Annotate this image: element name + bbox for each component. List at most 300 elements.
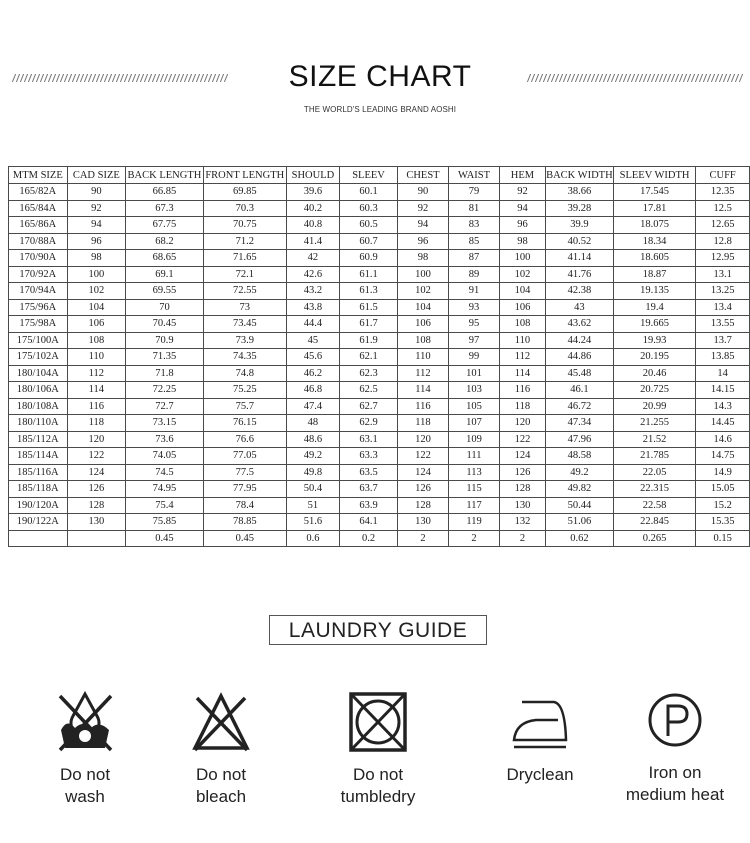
column-header: WAIST (449, 167, 500, 184)
table-cell: 76.15 (203, 415, 286, 432)
table-cell: 42.6 (286, 266, 339, 283)
table-cell: 104 (67, 299, 125, 316)
table-cell: 118 (500, 398, 546, 415)
table-cell: 74.35 (203, 349, 286, 366)
table-cell: 61.9 (340, 332, 398, 349)
table-cell: 0.265 (613, 530, 695, 547)
table-cell: 62.7 (340, 398, 398, 415)
column-header: MTM SIZE (9, 167, 68, 184)
table-cell: 92 (67, 200, 125, 217)
table-cell: 60.1 (340, 184, 398, 201)
table-cell: 175/96A (9, 299, 68, 316)
table-cell: 22.58 (613, 497, 695, 514)
table-cell: 41.76 (545, 266, 613, 283)
table-row (9, 497, 750, 514)
care-item-no-bleach (151, 690, 291, 808)
table-cell: 117 (449, 497, 500, 514)
no-tumble-dry-icon (348, 690, 408, 754)
care-label-line1: Do not (352, 765, 404, 784)
table-cell: 42.38 (545, 283, 613, 300)
table-cell: 89 (449, 266, 500, 283)
table-cell: 74.5 (126, 464, 204, 481)
table-cell: 190/120A (9, 497, 68, 514)
table-cell: 111 (449, 448, 500, 465)
column-header: SLEEV (340, 167, 398, 184)
table-cell: 13.85 (696, 349, 750, 366)
table-cell: 67.75 (126, 217, 204, 234)
table-cell: 77.05 (203, 448, 286, 465)
table-cell: 175/100A (9, 332, 68, 349)
table-cell: 76.6 (203, 431, 286, 448)
table-cell: 74.8 (203, 365, 286, 382)
table-cell: 43.8 (286, 299, 339, 316)
table-cell: 0.45 (203, 530, 286, 547)
table-cell: 51.6 (286, 514, 339, 531)
table-cell: 46.8 (286, 382, 339, 399)
table-cell: 114 (397, 382, 448, 399)
table-cell: 75.25 (203, 382, 286, 399)
table-cell: 46.2 (286, 365, 339, 382)
table-cell: 120 (500, 415, 546, 432)
table-cell: 128 (397, 497, 448, 514)
table-cell: 21.785 (613, 448, 695, 465)
table-cell (9, 530, 68, 547)
care-item-iron-medium (605, 690, 745, 806)
table-cell: 102 (397, 283, 448, 300)
table-cell: 77.95 (203, 481, 286, 498)
table-cell: 122 (500, 431, 546, 448)
table-cell: 61.5 (340, 299, 398, 316)
column-header: CUFF (696, 167, 750, 184)
table-cell: 63.5 (340, 464, 398, 481)
table-cell: 124 (397, 464, 448, 481)
table-cell: 120 (397, 431, 448, 448)
care-label-line1: Iron on (648, 763, 702, 782)
table-cell: 96 (500, 217, 546, 234)
table-cell: 102 (67, 283, 125, 300)
table-cell: 100 (397, 266, 448, 283)
table-cell: 41.14 (545, 250, 613, 267)
table-cell: 75.7 (203, 398, 286, 415)
table-row (9, 316, 750, 333)
table-cell: 0.45 (126, 530, 204, 547)
table-cell: 43.2 (286, 283, 339, 300)
table-cell: 14.3 (696, 398, 750, 415)
table-cell: 180/110A (9, 415, 68, 432)
care-item-no-wash (15, 690, 155, 808)
table-cell: 47.96 (545, 431, 613, 448)
table-cell: 63.9 (340, 497, 398, 514)
table-cell: 92 (500, 184, 546, 201)
table-cell: 72.55 (203, 283, 286, 300)
table-cell: 20.195 (613, 349, 695, 366)
table-cell: 165/84A (9, 200, 68, 217)
table-cell: 70.3 (203, 200, 286, 217)
table-cell: 73.15 (126, 415, 204, 432)
table-cell: 109 (449, 431, 500, 448)
table-cell: 98 (500, 233, 546, 250)
table-cell: 0.62 (545, 530, 613, 547)
table-row (9, 266, 750, 283)
table-cell: 45 (286, 332, 339, 349)
table-cell: 12.95 (696, 250, 750, 267)
table-cell: 78.85 (203, 514, 286, 531)
table-cell: 113 (449, 464, 500, 481)
table-cell: 62.9 (340, 415, 398, 432)
table-cell: 90 (397, 184, 448, 201)
table-cell: 185/116A (9, 464, 68, 481)
table-row (9, 464, 750, 481)
care-item-dryclean (470, 690, 610, 786)
table-header-row (9, 167, 750, 184)
table-cell: 130 (397, 514, 448, 531)
care-label-line2: tumbledry (340, 787, 416, 806)
table-cell: 99 (449, 349, 500, 366)
table-row (9, 530, 750, 547)
table-cell: 2 (500, 530, 546, 547)
table-cell: 60.5 (340, 217, 398, 234)
table-cell: 0.2 (340, 530, 398, 547)
table-cell: 13.55 (696, 316, 750, 333)
table-cell: 120 (67, 431, 125, 448)
table-cell: 68.65 (126, 250, 204, 267)
table-cell: 87 (449, 250, 500, 267)
table-row (9, 349, 750, 366)
table-cell: 94 (500, 200, 546, 217)
table-cell: 180/106A (9, 382, 68, 399)
table-cell: 124 (500, 448, 546, 465)
table-row (9, 283, 750, 300)
table-cell: 190/122A (9, 514, 68, 531)
table-cell: 45.48 (545, 365, 613, 382)
table-row (9, 233, 750, 250)
table-cell: 94 (397, 217, 448, 234)
table-cell: 175/98A (9, 316, 68, 333)
table-cell: 71.2 (203, 233, 286, 250)
dryclean-iron-icon (510, 690, 570, 754)
table-cell: 51 (286, 497, 339, 514)
table-cell: 74.95 (126, 481, 204, 498)
table-row (9, 382, 750, 399)
table-cell: 71.8 (126, 365, 204, 382)
table-cell: 49.2 (286, 448, 339, 465)
table-cell: 50.44 (545, 497, 613, 514)
table-row (9, 415, 750, 432)
size-chart-table (8, 166, 750, 547)
table-cell: 39.28 (545, 200, 613, 217)
table-cell: 104 (500, 283, 546, 300)
table-cell: 69.55 (126, 283, 204, 300)
table-cell: 78.4 (203, 497, 286, 514)
table-cell: 97 (449, 332, 500, 349)
table-cell: 19.135 (613, 283, 695, 300)
table-cell: 100 (500, 250, 546, 267)
table-cell: 47.4 (286, 398, 339, 415)
table-cell: 180/108A (9, 398, 68, 415)
table-cell: 20.46 (613, 365, 695, 382)
table-cell: 77.5 (203, 464, 286, 481)
table-cell: 12.5 (696, 200, 750, 217)
care-label-line1: Do not (195, 765, 247, 784)
table-cell: 14.9 (696, 464, 750, 481)
table-cell: 61.3 (340, 283, 398, 300)
table-cell: 79 (449, 184, 500, 201)
table-cell: 43 (545, 299, 613, 316)
table-cell: 63.3 (340, 448, 398, 465)
table-cell: 112 (67, 365, 125, 382)
table-cell: 17.545 (613, 184, 695, 201)
table-row (9, 448, 750, 465)
no-bleach-icon (191, 690, 251, 754)
table-cell: 85 (449, 233, 500, 250)
table-cell: 13.1 (696, 266, 750, 283)
table-cell: 44.4 (286, 316, 339, 333)
table-cell: 115 (449, 481, 500, 498)
column-header: CAD SIZE (67, 167, 125, 184)
table-cell: 38.66 (545, 184, 613, 201)
table-cell: 2 (449, 530, 500, 547)
table-cell: 43.62 (545, 316, 613, 333)
table-cell: 61.7 (340, 316, 398, 333)
care-label-line2: bleach (195, 787, 247, 806)
table-cell: 91 (449, 283, 500, 300)
table-row (9, 299, 750, 316)
table-row (9, 217, 750, 234)
table-cell: 19.93 (613, 332, 695, 349)
table-cell: 21.255 (613, 415, 695, 432)
table-row (9, 398, 750, 415)
table-cell: 44.86 (545, 349, 613, 366)
table-cell: 19.4 (613, 299, 695, 316)
column-header: BACK WIDTH (545, 167, 613, 184)
table-cell: 106 (397, 316, 448, 333)
table-cell: 93 (449, 299, 500, 316)
table-cell: 128 (500, 481, 546, 498)
table-cell: 94 (67, 217, 125, 234)
table-row (9, 365, 750, 382)
table-cell: 106 (500, 299, 546, 316)
table-cell: 41.4 (286, 233, 339, 250)
table-cell: 112 (500, 349, 546, 366)
page-title: SIZE CHART (288, 60, 472, 93)
care-label-line2: wash (65, 787, 105, 806)
table-cell: 15.2 (696, 497, 750, 514)
table-cell: 107 (449, 415, 500, 432)
table-cell: 105 (449, 398, 500, 415)
table-cell: 12.35 (696, 184, 750, 201)
table-cell: 73.6 (126, 431, 204, 448)
table-cell: 83 (449, 217, 500, 234)
table-cell: 0.6 (286, 530, 339, 547)
table-cell: 72.7 (126, 398, 204, 415)
table-cell: 72.1 (203, 266, 286, 283)
table-cell: 108 (67, 332, 125, 349)
table-cell: 20.725 (613, 382, 695, 399)
table-cell: 126 (397, 481, 448, 498)
table-cell: 40.8 (286, 217, 339, 234)
table-cell: 112 (397, 365, 448, 382)
column-header: SLEEV WIDTH (613, 167, 695, 184)
table-cell: 67.3 (126, 200, 204, 217)
table-cell: 116 (397, 398, 448, 415)
table-cell: 132 (500, 514, 546, 531)
table-row (9, 200, 750, 217)
table-cell: 72.25 (126, 382, 204, 399)
table-cell: 69.85 (203, 184, 286, 201)
table-cell: 73.9 (203, 332, 286, 349)
table-cell: 17.81 (613, 200, 695, 217)
table-cell: 119 (449, 514, 500, 531)
table-cell: 118 (67, 415, 125, 432)
table-cell: 20.99 (613, 398, 695, 415)
table-cell: 95 (449, 316, 500, 333)
table-cell: 19.665 (613, 316, 695, 333)
table-cell: 73 (203, 299, 286, 316)
table-cell: 45.6 (286, 349, 339, 366)
laundry-guide-title: LAUNDRY GUIDE (269, 615, 487, 645)
column-header: BACK LENGTH (126, 167, 204, 184)
table-cell: 18.605 (613, 250, 695, 267)
table-cell: 49.82 (545, 481, 613, 498)
table-cell: 70 (126, 299, 204, 316)
table-cell: 170/94A (9, 283, 68, 300)
iron-medium-icon (645, 690, 705, 754)
table-cell: 70.45 (126, 316, 204, 333)
table-cell: 14.45 (696, 415, 750, 432)
care-label-line2: medium heat (625, 785, 725, 804)
table-cell: 44.24 (545, 332, 613, 349)
care-label-line1: Dryclean (506, 765, 574, 784)
table-cell: 22.05 (613, 464, 695, 481)
table-row (9, 250, 750, 267)
column-header: SHOULD (286, 167, 339, 184)
table-cell: 61.1 (340, 266, 398, 283)
table-cell: 49.8 (286, 464, 339, 481)
table-cell: 81 (449, 200, 500, 217)
table-cell: 126 (67, 481, 125, 498)
table-cell: 69.1 (126, 266, 204, 283)
column-header: FRONT LENGTH (203, 167, 286, 184)
table-cell: 13.7 (696, 332, 750, 349)
table-cell: 13.4 (696, 299, 750, 316)
table-cell: 63.1 (340, 431, 398, 448)
table-cell: 68.2 (126, 233, 204, 250)
table-row (9, 332, 750, 349)
table-cell: 51.06 (545, 514, 613, 531)
table-cell: 14.6 (696, 431, 750, 448)
column-header: CHEST (397, 167, 448, 184)
table-cell: 12.65 (696, 217, 750, 234)
table-cell: 46.1 (545, 382, 613, 399)
table-row (9, 481, 750, 498)
table-cell: 114 (500, 365, 546, 382)
table-cell: 96 (67, 233, 125, 250)
table-cell: 48.58 (545, 448, 613, 465)
table-cell: 130 (67, 514, 125, 531)
table-cell: 13.25 (696, 283, 750, 300)
table-cell: 92 (397, 200, 448, 217)
table-cell: 49.2 (545, 464, 613, 481)
table-cell: 62.1 (340, 349, 398, 366)
table-cell: 165/82A (9, 184, 68, 201)
care-label-line1: Do not (59, 765, 111, 784)
table-cell: 126 (500, 464, 546, 481)
table-cell: 116 (67, 398, 125, 415)
table-cell: 102 (500, 266, 546, 283)
table-cell: 122 (397, 448, 448, 465)
table-cell: 101 (449, 365, 500, 382)
table-cell: 185/112A (9, 431, 68, 448)
table-cell: 50.4 (286, 481, 339, 498)
table-cell: 170/88A (9, 233, 68, 250)
table-cell: 110 (67, 349, 125, 366)
table-cell: 22.845 (613, 514, 695, 531)
table-cell: 110 (500, 332, 546, 349)
table-cell: 40.2 (286, 200, 339, 217)
table-cell: 106 (67, 316, 125, 333)
table-cell: 128 (67, 497, 125, 514)
table-row (9, 184, 750, 201)
table-cell: 40.52 (545, 233, 613, 250)
table-cell: 116 (500, 382, 546, 399)
table-row (9, 514, 750, 531)
table-cell: 90 (67, 184, 125, 201)
table-cell: 63.7 (340, 481, 398, 498)
table-cell: 165/86A (9, 217, 68, 234)
table-cell: 22.315 (613, 481, 695, 498)
table-cell: 73.45 (203, 316, 286, 333)
table-cell: 185/114A (9, 448, 68, 465)
table-cell: 2 (397, 530, 448, 547)
page-subtitle: THE WORLD'S LEADING BRAND AOSHI (303, 105, 457, 114)
table-cell: 64.1 (340, 514, 398, 531)
table-cell: 74.05 (126, 448, 204, 465)
table-cell: 18.34 (613, 233, 695, 250)
table-cell: 104 (397, 299, 448, 316)
table-cell: 18.87 (613, 266, 695, 283)
table-cell: 185/118A (9, 481, 68, 498)
table-cell: 70.9 (126, 332, 204, 349)
table-cell: 180/104A (9, 365, 68, 382)
table-cell: 15.05 (696, 481, 750, 498)
no-wash-icon (55, 690, 115, 754)
table-cell: 48.6 (286, 431, 339, 448)
table-cell: 42 (286, 250, 339, 267)
table-cell: 103 (449, 382, 500, 399)
table-cell: 46.72 (545, 398, 613, 415)
table-cell: 110 (397, 349, 448, 366)
table-cell: 62.3 (340, 365, 398, 382)
table-cell: 98 (397, 250, 448, 267)
table-cell: 39.9 (545, 217, 613, 234)
table-cell: 118 (397, 415, 448, 432)
table-cell: 75.4 (126, 497, 204, 514)
table-body (9, 184, 750, 547)
table-cell: 60.9 (340, 250, 398, 267)
table-cell: 15.35 (696, 514, 750, 531)
table-cell: 170/92A (9, 266, 68, 283)
table-cell: 71.35 (126, 349, 204, 366)
table-cell: 39.6 (286, 184, 339, 201)
table-cell: 96 (397, 233, 448, 250)
table-cell: 14.75 (696, 448, 750, 465)
table-cell: 12.8 (696, 233, 750, 250)
care-item-no-tumble-dry (308, 690, 448, 808)
table-cell: 100 (67, 266, 125, 283)
table-cell: 60.3 (340, 200, 398, 217)
table-cell: 108 (500, 316, 546, 333)
table-cell: 14.15 (696, 382, 750, 399)
